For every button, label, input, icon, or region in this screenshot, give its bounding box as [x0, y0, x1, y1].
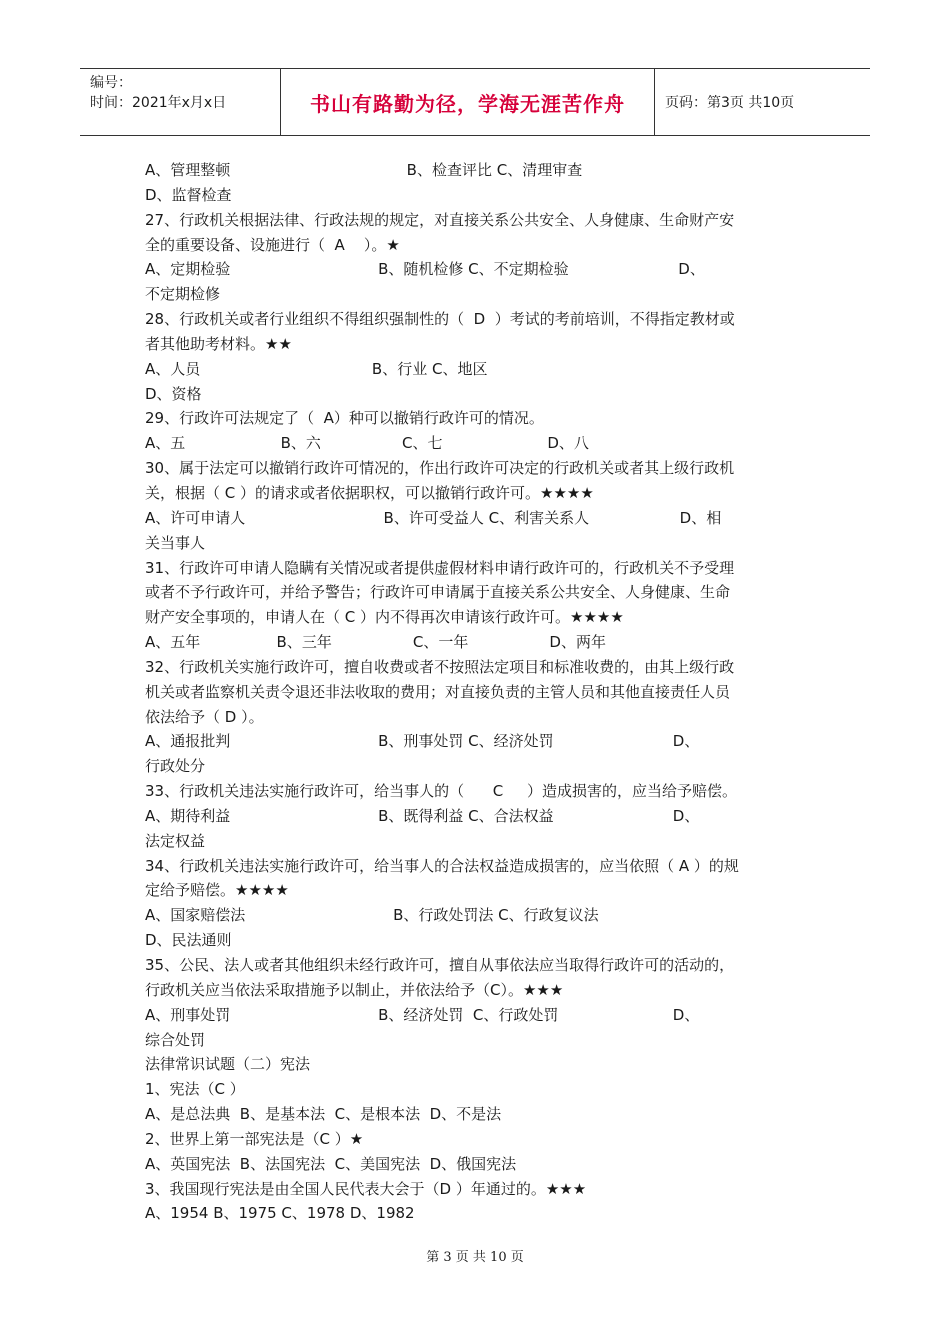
text-line: 关，根据（ C ）的请求或者依据职权，可以撤销行政许可。★★★★: [145, 483, 594, 502]
text-line: 法律常识试题（二）宪法: [145, 1055, 311, 1074]
time-label: 时间：2021年x月x日: [90, 95, 227, 111]
text-line: D、监督检查: [145, 185, 232, 204]
text-line: A、通报批判 B、刑事处罚 C、经济处罚 D、: [145, 732, 700, 751]
text-line: 33、行政机关违法实施行政许可，给当事人的（ C ）造成损害的，应当给予赔偿。: [145, 782, 738, 801]
text-line: A、许可申请人 B、许可受益人 C、利害关系人 D、相: [145, 508, 722, 527]
text-line: 29、行政许可法规定了（ A）种可以撤销行政许可的情况。: [145, 409, 544, 428]
code-label: 编号：: [90, 75, 132, 91]
text-line: A、五年 B、三年 C、一年 D、两年: [145, 633, 606, 652]
text-line: A、管理整顿 B、检查评比 C、清理审查: [145, 161, 583, 179]
text-line: A、刑事处罚 B、经济处罚 C、行政处罚 D、: [145, 1005, 700, 1024]
text-line: 者其他助考材料。★★: [145, 334, 292, 353]
text-line: D、民法通则: [145, 931, 232, 950]
text-line: 28、行政机关或者行业组织不得组织强制性的（ D ）考试的考前培训，不得指定教材或: [145, 310, 735, 329]
text-line: A、期待利益 B、既得利益 C、合法权益 D、: [145, 806, 700, 825]
text-line: 2、世界上第一部宪法是（C ）★: [145, 1129, 364, 1148]
text-line: 综合处罚: [145, 1030, 206, 1049]
text-line: 行政处分: [145, 757, 206, 776]
text-line: 财产安全事项的，申请人在（ C ）内不得再次申请该行政许可。★★★★: [145, 608, 624, 627]
text-line: 34、行政机关违法实施行政许可，给当事人的合法权益造成损害的，应当依照（ A ）的规: [145, 856, 739, 875]
text-line: 关当事人: [145, 533, 206, 552]
text-line: 机关或者监察机关责令退还非法收取的费用；对直接负责的主管人员和其他直接责任人员: [145, 682, 731, 701]
text-line: 行政机关应当依法采取措施予以制止，并依法给予（C）。★★★: [145, 980, 564, 999]
text-line: 30、属于法定可以撤销行政许可情况的，作出行政许可决定的行政机关或者其上级行政机: [145, 459, 735, 478]
text-line: 32、行政机关实施行政许可，擅自收费或者不按照法定项目和标准收费的，由其上级行政: [145, 657, 735, 676]
text-line: 或者不予行政许可，并给予警告；行政许可申请属于直接关系公共安全、人身健康、生命: [145, 583, 731, 602]
text-line: 依法给予（ D ）。: [145, 707, 264, 726]
header-page-label: 页码：第3页 共10页: [665, 95, 795, 111]
text-line: A、五 B、六 C、七 D、八: [145, 434, 589, 453]
text-line: 3、我国现行宪法是由全国人民代表大会于（D ）年通过的。★★★: [145, 1179, 587, 1198]
text-line: A、是总法典 B、是基本法 C、是根本法 D、不是法: [145, 1105, 502, 1124]
text-line: A、人员 B、行业 C、地区: [145, 359, 488, 378]
text-line: A、1954 B、1975 C、1978 D、1982: [145, 1204, 415, 1223]
text-line: 35、公民、法人或者其他组织未经行政许可，擅自从事依法应当取得行政许可的活动的，: [145, 956, 735, 974]
text-line: 31、行政许可申请人隐瞒有关情况或者提供虚假材料申请行政许可的，行政机关不予受理: [145, 558, 735, 577]
text-line: D、资格: [145, 384, 202, 403]
text-line: 法定权益: [145, 831, 206, 850]
text-line: A、定期检验 B、随机检修 C、不定期检验 D、: [145, 260, 705, 279]
text-line: 定给予赔偿。★★★★: [145, 881, 289, 900]
page-footer: 第 3 页 共 10 页: [426, 1250, 524, 1265]
document-body: [145, 158, 807, 1226]
header-slogan: 书山有路勤为径，学海无涯苦作舟: [281, 69, 655, 135]
text-line: 不定期检修: [145, 285, 221, 304]
text-line: 1、宪法（C ）: [145, 1080, 245, 1099]
text-line: 全的重要设备、设施进行（ A ）。★: [145, 235, 400, 254]
text-line: 27、行政机关根据法律、行政法规的规定，对直接关系公共安全、人身健康、生命财产安: [145, 210, 735, 229]
page-header: [80, 68, 870, 136]
text-line: A、英国宪法 B、法国宪法 C、美国宪法 D、俄国宪法: [145, 1154, 517, 1173]
header-meta: [80, 69, 281, 135]
text-line: A、国家赔偿法 B、行政处罚法 C、行政复议法: [145, 906, 599, 925]
